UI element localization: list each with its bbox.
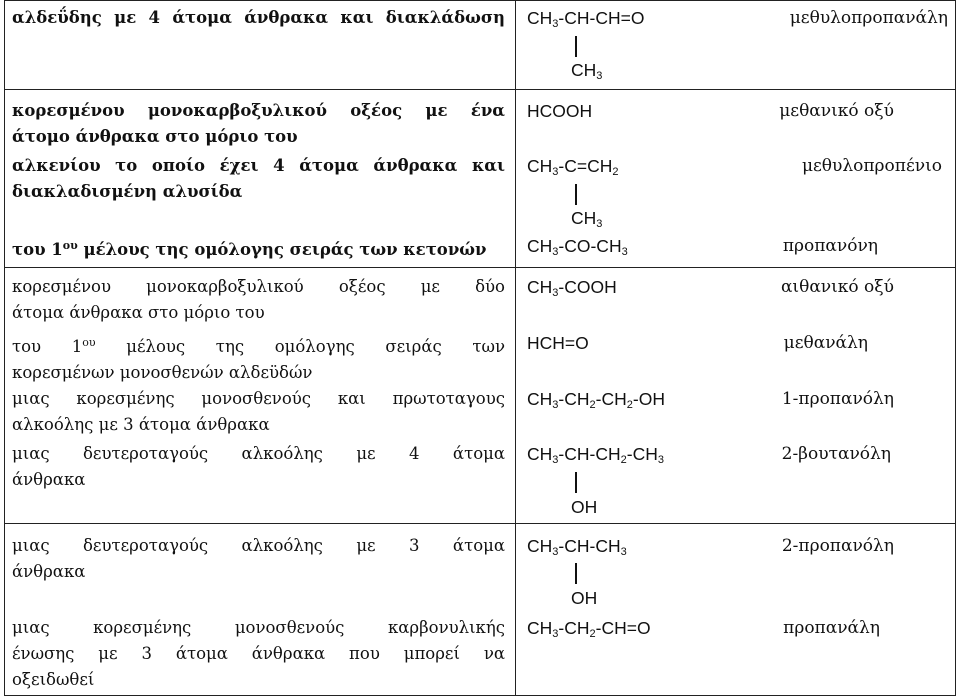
column-divider (515, 0, 516, 696)
row-description (12, 5, 505, 31)
formula: $CH_3$-COOH (527, 277, 617, 299)
row-description: μιας δευτεροταγούς αλκοόλης με 4 άτομα άνθρακα (12, 444, 505, 489)
compound-name: 2-βουτανόλη (781, 444, 891, 464)
desc-line: αλδεΰδης με 4 άτομα άνθρακα και διακλάδωση (12, 8, 505, 27)
formula-branch: OH (571, 588, 598, 608)
row-description: κορεσμένου μονοκαρβοξυλικού οξέος με ένα άτομο άνθρακα στο μόριο του (12, 101, 505, 146)
table-border-left (4, 0, 5, 696)
formula: $CH_3-CO-CH_3$ (527, 236, 628, 258)
formula: HCOOH (527, 101, 593, 121)
row-description: του $1^{o\upsilon}$ μέλους της ομόλογης σειράς των κορεσμένων μονοσθενών αλδεϋδών (12, 336, 505, 382)
vertical-bond (575, 472, 577, 493)
compound-name: μεθυλοπροπανάλη (789, 8, 948, 28)
compound-name: 1-προπανόλη (781, 389, 894, 409)
row-description: μιας δευτεροταγούς αλκοόλης με 3 άτομα άνθρακα (12, 536, 505, 581)
table-border-top (4, 0, 956, 1)
row-description: αλκενίου το οποίο έχει 4 άτομα άνθρακα και διακλαδισμένη αλυσίδα (12, 156, 505, 201)
formula: $CH_3-CH_2-CH_2-OH$ (527, 389, 665, 411)
vertical-bond (575, 184, 577, 205)
compound-name: προπανάλη (783, 618, 880, 638)
row-divider (4, 89, 956, 90)
formula: $CH_3-CH-CH_3$ (527, 536, 627, 558)
formula: $CH_3-C=CH_2$ (527, 156, 619, 178)
compound-name: μεθυλοπροπένιο (801, 156, 942, 176)
formula: $CH_3-CH_2-CH=O$ (527, 618, 651, 640)
row-description: μιας κορεσμένης μονοσθενούς καρβονυλικής ένωσης με 3 άτομα άνθρακα που μπορεί να οξειδωθεί (12, 618, 505, 689)
formula-branch: OH (571, 497, 598, 517)
compound-name: 2-προπανόλη (781, 536, 894, 556)
compound-name: προπανόνη (782, 236, 878, 256)
row-divider (4, 267, 956, 268)
row-description: κορεσμένου μονοκαρβοξυλικού οξέος με δύο άτομα άνθρακα στο μόριο του (12, 277, 505, 322)
compound-name: αιθανικό οξύ (780, 277, 894, 297)
formula: HCH=O (527, 333, 589, 353)
vertical-bond (575, 36, 577, 57)
vertical-bond (575, 563, 577, 584)
formula-branch: $CH_3$ (571, 208, 603, 230)
formula: $CH_3-CH-CH=O$ (527, 8, 645, 30)
table-border-right (955, 0, 956, 696)
table-border-bottom (4, 695, 956, 696)
formula: $CH_3-CH-CH_2-CH_3$ (527, 444, 664, 466)
row-description: του $1^{o\upsilon}$ μέλους της ομόλογης σειράς των κετονών (12, 239, 487, 259)
row-description: μιας κορεσμένης μονοσθενούς και πρωτοταγους αλκοόλης με 3 άτομα άνθρακα (12, 389, 505, 434)
compound-name: μεθανάλη (783, 333, 868, 353)
row-divider (4, 523, 956, 524)
formula-branch: $CH_3$ (571, 60, 603, 82)
compound-name: μεθανικό οξύ (779, 101, 894, 121)
